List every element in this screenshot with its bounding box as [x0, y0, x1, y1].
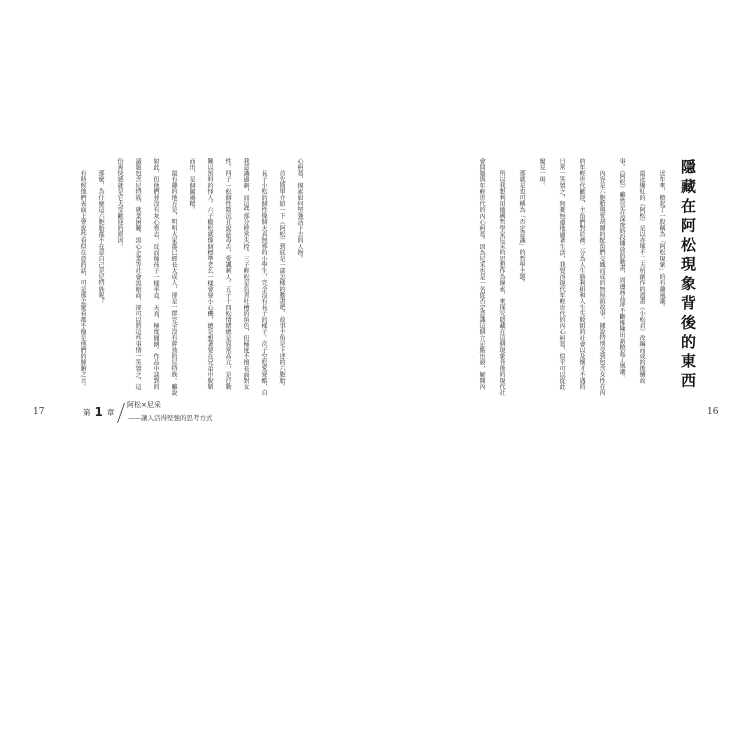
page-number: 17: [33, 407, 45, 417]
text-column: 最有趣的地方是，明明大家都已經長大成人，卻是一群完全沒有幹勁的尼特族。雖說: [170, 170, 177, 396]
text-column: 事。《阿松》雖然是在深夜時段播放的動畫，周邊商品卻不斷推陳出新掀起了風潮。: [618, 158, 625, 381]
text-column: 如此，但他們並沒有灰心喪志，反而像孩子一樣率直、天真、極度開朗。作品中談到的: [152, 158, 159, 390]
chapter-label: [83, 404, 114, 420]
text-column: 而出，是個闖禍精。: [188, 158, 195, 213]
text-column: 近年來，掀起了一股稱為「阿松現象」的有趣風潮。: [658, 170, 665, 311]
chapter-number: 1: [94, 405, 103, 419]
text-column: 長子小松的個性像個天真無邪的小學生，完全沒有長子的樣子。次子空松愛耍酷，自: [260, 170, 267, 396]
chapter-title: 阿松×尼采: [127, 401, 161, 409]
text-column: 難以預料的怪人。六子椴松就像個標準老么一樣會耍小心機，總是想著要在兄弟中脫穎: [206, 158, 213, 390]
section-title: 隱藏在阿松現象背後的東西: [679, 159, 697, 392]
text-column: 內容是六胞胎與愛胡鬧的配角們交織而成的無厘頭故事。據說特別受到包含女性在內: [598, 170, 605, 396]
text-column: 會問題與年輕世代的內心糾葛。因為尼采也是一名從否定意識這個立足點出發，解開內: [478, 158, 485, 390]
text-column: 那麼，為什麼這六胞胎都不在意自己是尼特族呢？: [97, 170, 104, 305]
text-column: 性。四子一松個性陰沉且說話毒舌，愛諷刺人。五子十四松情緒總是異常高亢，是行動: [224, 158, 231, 390]
chapter-prefix: 第: [83, 407, 91, 417]
text-column: 的年輕世代歡迎，主角們對於被二分為人生勝利組和人生失敗組的社會以及懷才不遇的: [578, 158, 585, 390]
text-column: 窺見一斑。: [538, 158, 545, 189]
text-column: 我意識過剩，而這些部分經常失控。三子輕松是負責吐槽的角色，但極度不擅長面對女: [242, 158, 249, 390]
chapter-suffix: 章: [106, 407, 115, 417]
page-number: 16: [707, 407, 719, 417]
text-column: 首先簡單介紹一下《阿松》到底是一部怎樣的動畫吧。故事主角是下述的六胞胎。: [278, 170, 285, 390]
text-column: 那就是也可稱為「否定意識」的哲學主題。: [518, 170, 525, 287]
text-column: 所以我想利用德國哲學家尼采的思想作為線索，來探究隱藏在這個現象背後的現代社: [498, 170, 505, 396]
right-page: [375, 0, 750, 750]
text-column: 心糾葛，摸索如何堅強活下去的人物。: [296, 158, 303, 262]
chapter-subtitle: ——讓人活得堅強的思考方式: [128, 414, 213, 422]
text-column: 議題包含尼特族、就業困難、黑心企業等社會黑暗面，卻可以將這些事情一笑置之，這: [134, 158, 141, 390]
slash-divider-icon: [116, 402, 126, 424]
text-column: 日常一笑置之，無憂無慮地過著生活，我覺得現代年輕世代的內心糾葛，似乎可以從此: [558, 158, 565, 390]
text-column: 有時候他們表面上會說些看似在意的話，可是那怎麼看都不像是他們的肺腑之言。: [79, 170, 86, 390]
text-column: 份爽快感就是它大受歡迎的原因。: [116, 158, 123, 250]
text-column: 最近爆紅的《阿松》是以赤塚不二夫所創作的漫畫《小松君》改編而成的後續故: [638, 170, 645, 384]
